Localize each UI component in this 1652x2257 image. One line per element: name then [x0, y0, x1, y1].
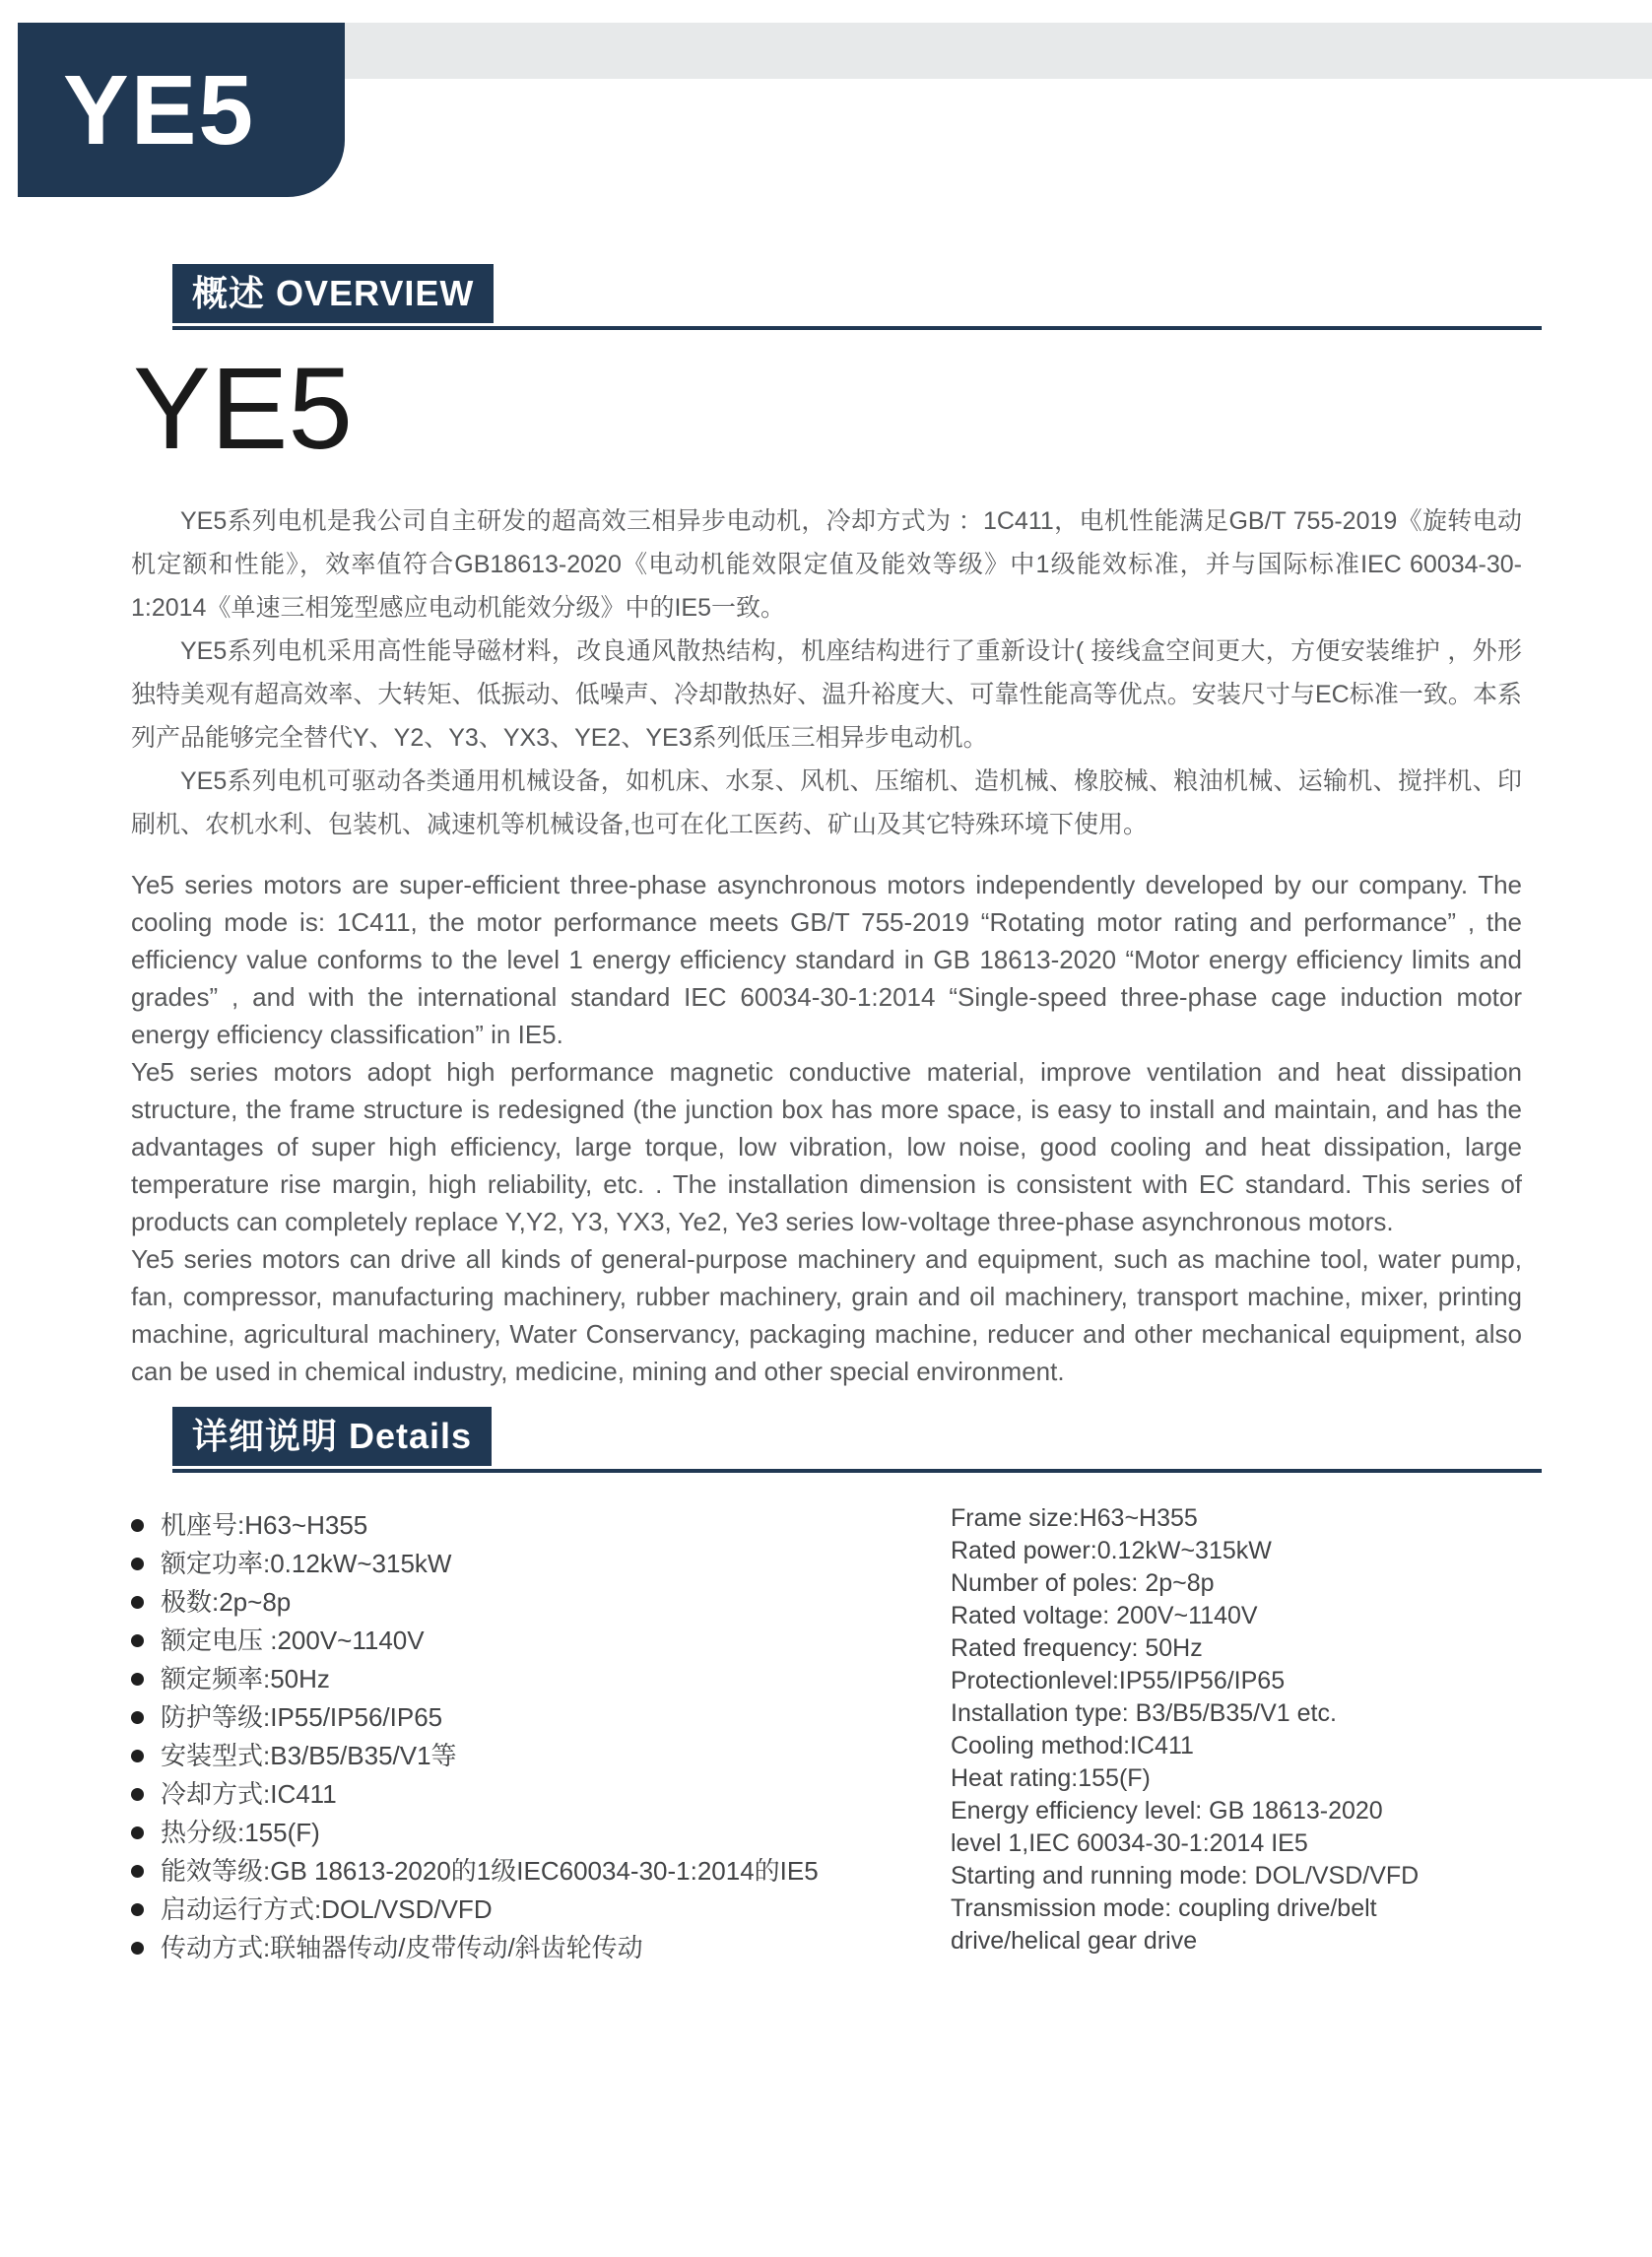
- detail-line-en: Installation type: B3/B5/B35/V1 etc.: [951, 1699, 1337, 1727]
- bullet-icon: [131, 1634, 144, 1647]
- detail-line-en: level 1,IEC 60034-30-1:2014 IE5: [951, 1829, 1308, 1857]
- overview-chinese-paragraphs: [131, 499, 1522, 846]
- detail-item: [131, 1698, 909, 1737]
- zh-paragraph: YE5系列电机可驱动各类通用机械设备，如机床、水泵、风机、压缩机、造机械、橡胶械、粮油机械、运输机、搅拌机、印刷机、农机水利、包装机、减速机等机械设备,也可在化工医药、矿山及其它特殊环境下使用。: [131, 767, 1522, 838]
- details-english-list: [951, 1502, 1522, 1967]
- details-section: [131, 1407, 1522, 1967]
- bullet-icon: [131, 1519, 144, 1532]
- detail-line-en: Rated power:0.12kW~315kW: [951, 1537, 1272, 1564]
- overview-title: YE5: [133, 344, 354, 474]
- detail-item: [131, 1929, 909, 1967]
- detail-line-en: Number of poles: 2p~8p: [951, 1569, 1215, 1597]
- detail-item-text: 极数:2p~8p: [161, 1587, 292, 1617]
- en-paragraph: Ye5 series motors are super-efficient three-phase asynchronous motors independently developed by our company. The cooling mode is: 1C411, the motor performance meets GB/T 755-2019 “Rotating motor rating and performance” , the efficiency value conforms to the level 1 energy efficiency standard in GB 18613-2020 “Motor energy efficiency limits and grades” , and with the international standard IEC 60034-30-1:2014 “Single-speed three-phase cage induction motor energy efficiency classification” in IE5.: [131, 870, 1522, 1049]
- detail-item-text: 机座号:H63~H355: [161, 1510, 368, 1540]
- detail-item: [131, 1660, 909, 1698]
- bullet-icon: [131, 1673, 144, 1686]
- details-header-rule: [172, 1469, 1542, 1473]
- detail-item: [131, 1506, 909, 1545]
- overview-section-header: 概述 OVERVIEW: [172, 264, 494, 323]
- bullet-icon: [131, 1788, 144, 1801]
- detail-item: [131, 1775, 909, 1814]
- detail-line-en: Energy efficiency level: GB 18613-2020: [951, 1797, 1383, 1825]
- bullet-icon: [131, 1596, 144, 1609]
- detail-item-text: 启动运行方式:DOL/VSD/VFD: [161, 1894, 493, 1924]
- page-content: [131, 264, 1522, 1967]
- bullet-icon: [131, 1711, 144, 1724]
- overview-section: [131, 264, 1522, 1390]
- detail-item-text: 额定功率:0.12kW~315kW: [161, 1549, 452, 1578]
- zh-paragraph: YE5系列电机是我公司自主研发的超高效三相异步电动机，冷却方式为 ：1C411，电机性能满足GB/T 755-2019《旋转电动机定额和性能》，效率值符合GB18613-2020《电动机能效限定值及能效等级》中1级能效标准，并与国际标准IEC 60034-30-1:2014《单速三相笼型感应电动机能效分级》中的IE5一致。: [131, 507, 1522, 622]
- bullet-icon: [131, 1942, 144, 1955]
- bullet-icon: [131, 1903, 144, 1916]
- zh-paragraph: YE5系列电机采用高性能导磁材料，改良通风散热结构，机座结构进行了重新设计( 接线盒空间更大，方便安装维护 ，外形独特美观有超高效率、大转矩、低振动、低噪声、冷却散热好、温升裕度大、可靠性能高等优点。安装尺寸与EC标准一致。本系列产品能够完全替代Y、Y2、Y3、YX3、YE2、YE3系列低压三相异步电动机。: [131, 637, 1522, 752]
- detail-item-text: 防护等级:IP55/IP56/IP65: [161, 1702, 443, 1732]
- detail-item: [131, 1545, 909, 1583]
- detail-item: [131, 1622, 909, 1660]
- detail-line-en: Starting and running mode: DOL/VSD/VFD: [951, 1862, 1420, 1890]
- bullet-icon: [131, 1558, 144, 1570]
- detail-item-text: 热分级:155(F): [161, 1818, 320, 1847]
- details-chinese-list: [131, 1506, 909, 1967]
- detail-line-en: Rated voltage: 200V~1140V: [951, 1602, 1258, 1629]
- detail-item-text: 额定电压 :200V~1140V: [161, 1626, 425, 1655]
- en-paragraph: Ye5 series motors can drive all kinds of general-purpose machinery and equipment, such as machine tool, water pump, fan, compressor, manufacturing machinery, rubber machinery, grain and oil machinery, transport machine, mixer, printing machine, agricultural machinery, Water Conservancy, packaging machine, reducer and other mechanical equipment, also can be used in chemical industry, medicine, mining and other special environment.: [131, 1244, 1522, 1386]
- bullet-icon: [131, 1865, 144, 1878]
- overview-english-paragraphs: [131, 866, 1522, 1390]
- detail-line-en: Rated frequency: 50Hz: [951, 1634, 1203, 1662]
- detail-item-text: 传动方式:联轴器传动/皮带传动/斜齿轮传动: [161, 1933, 643, 1962]
- series-banner-title: YE5: [63, 54, 256, 166]
- detail-item: [131, 1891, 909, 1929]
- detail-item: [131, 1583, 909, 1622]
- details-columns: [131, 1506, 1522, 1967]
- detail-item-text: 安装型式:B3/B5/B35/V1等: [161, 1741, 457, 1770]
- detail-line-en: Frame size:H63~H355: [951, 1504, 1198, 1532]
- detail-item-text: 能效等级:GB 18613-2020的1级IEC60034-30-1:2014的IE5: [161, 1856, 819, 1886]
- detail-line-en: Heat rating:155(F): [951, 1764, 1151, 1792]
- details-section-header: 详细说明 Details: [172, 1407, 492, 1466]
- detail-item: [131, 1737, 909, 1775]
- overview-header-rule: [172, 326, 1542, 330]
- series-banner: [18, 23, 345, 197]
- detail-line-en: Protectionlevel:IP55/IP56/IP65: [951, 1667, 1286, 1694]
- detail-item-text: 额定频率:50Hz: [161, 1664, 330, 1693]
- detail-item: [131, 1814, 909, 1852]
- en-paragraph: Ye5 series motors adopt high performance magnetic conductive material, improve ventilation and heat dissipation structure, the frame structure is redesigned (the junction box has more space, is easy to install and maintain, and has the advantages of super high efficiency, large torque, low vibration, low noise, good cooling and heat dissipation, large temperature rise margin, high reliability, etc. . The installation dimension is consistent with EC standard. This series of products can completely replace Y,Y2, Y3, YX3, Ye2, Ye3 series low-voltage three-phase asynchronous motors.: [131, 1057, 1522, 1236]
- detail-line-en: Cooling method:IC411: [951, 1732, 1194, 1759]
- top-gray-bar: [345, 23, 1652, 79]
- detail-item-text: 冷却方式:IC411: [161, 1779, 337, 1809]
- detail-line-en: Transmission mode: coupling drive/belt: [951, 1894, 1377, 1922]
- detail-line-en: drive/helical gear drive: [951, 1927, 1198, 1955]
- bullet-icon: [131, 1826, 144, 1839]
- detail-item: [131, 1852, 909, 1891]
- bullet-icon: [131, 1750, 144, 1762]
